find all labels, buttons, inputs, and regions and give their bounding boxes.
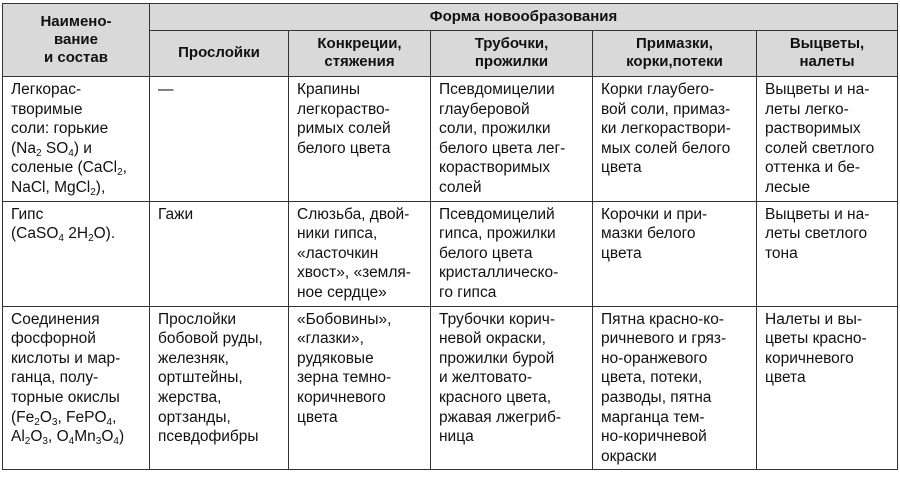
cell-line: но-коричневой [601, 428, 707, 446]
header-name-line: и состав [44, 49, 108, 66]
header-col-line: Конкреции, [317, 35, 402, 52]
header-name-line: вание [54, 31, 98, 48]
cell-line: марганца тем- [601, 408, 705, 426]
cell-line: и желтовато- [439, 369, 533, 387]
cell-line: цвета [765, 369, 806, 387]
header-row-top [3, 4, 898, 31]
cell-line: псевдофибры [158, 428, 259, 446]
cell-tubules [431, 306, 593, 470]
cell-line: корастворимых [439, 159, 551, 177]
cell-concretions [289, 201, 431, 306]
subscript: 4 [68, 436, 75, 448]
cell-line: кислоты и мар- [11, 349, 121, 367]
cell-line: Слюзьба, двой- [297, 205, 410, 223]
cell-line: Легкорас- [11, 81, 82, 98]
header-col-line: Трубочки, [474, 35, 549, 52]
cell-line: коричневого [765, 349, 854, 367]
cell-efflorescence [757, 306, 898, 470]
cell-line: Трубочки корич- [439, 310, 556, 328]
cell-name-composition [3, 77, 150, 202]
header-col-line: корки,потеки [626, 53, 723, 70]
cell-line: но-оранжевого [601, 349, 708, 367]
cell-line: цветы красно- [765, 330, 867, 348]
cell-line: творимые [11, 100, 83, 118]
cell-crusts [593, 306, 757, 470]
cell-line: солей [439, 178, 482, 196]
cell-line: ($Na_2$ $SO_4$) и [11, 139, 92, 159]
header-col-efflorescence [757, 31, 898, 77]
cell-line: кристаллическо- [439, 264, 559, 282]
cell-line: Пятна красно-ко- [601, 310, 724, 328]
cell-efflorescence [757, 201, 898, 306]
cell-line: (CaSO$_4$ $2H_2O$). [11, 225, 116, 245]
cell-line: цвета, потеки, [601, 369, 703, 387]
cell-crusts [593, 77, 757, 202]
header-col-layers [150, 31, 289, 77]
cell-line: ричневого и гряз- [601, 330, 727, 348]
subscript: 4 [113, 436, 119, 448]
cell-line: «ласточкин [297, 244, 379, 262]
cell-line: жерства, [158, 388, 222, 406]
table-row [3, 77, 898, 202]
cell-line: белого цвета лег- [439, 139, 566, 157]
cell-line: «глазки», [297, 330, 364, 348]
cell-line: ки легкораствори- [601, 120, 731, 138]
cell-line: — [158, 81, 174, 98]
subscript: 4 [106, 416, 113, 428]
header-col-line: стяжения [324, 53, 395, 70]
subscript: 4 [68, 147, 74, 159]
cell-line: Псевдомицелий [439, 205, 555, 223]
cell-line: Гажи [158, 205, 194, 223]
cell-layers [150, 306, 289, 470]
cell-line: цвета [297, 408, 338, 426]
header-col-crusts [593, 31, 757, 77]
cell-line: соленые (CaCl$_2$, [11, 159, 127, 179]
header-col-line: Прослойки [178, 44, 260, 61]
cell-line: Соединения [11, 310, 100, 328]
cell-line: мазки белого [601, 225, 696, 243]
header-col-tubules [431, 31, 593, 77]
cell-line: цвета [601, 244, 642, 262]
cell-line: Крапины [297, 81, 361, 98]
header-col-line: налеты [799, 53, 855, 70]
cell-line: ($Fe_2O_3$, FePO$_4$, [11, 408, 117, 428]
cell-line: Псевдомицелии [439, 81, 555, 98]
cell-line: леты легко- [765, 100, 849, 118]
header-group-title: Форма новообразования [150, 4, 898, 31]
table-row [3, 201, 898, 306]
cell-line: Прослойки [158, 310, 237, 328]
cell-line: NaCl, MgCl$_2$), [11, 178, 106, 198]
cell-name-composition [3, 306, 150, 470]
header-col-line: прожилки [474, 53, 549, 70]
table-body [3, 77, 898, 470]
cell-line: ница [439, 428, 474, 446]
cell-name-composition [3, 201, 150, 306]
cell-tubules [431, 77, 593, 202]
cell-line: леты светлого [765, 225, 868, 243]
cell-line: фосфорной [11, 330, 96, 348]
cell-line: Налеты и вы- [765, 310, 863, 328]
cell-line: невой окраски, [439, 330, 546, 348]
cell-line: гипса, прожилки [439, 225, 556, 243]
cell-line: цвета [601, 159, 642, 177]
cell-line: Корочки и при- [601, 205, 708, 223]
subscript: 2 [88, 233, 94, 245]
cell-layers [150, 201, 289, 306]
new-formations-table [2, 3, 898, 470]
cell-line: хвост», «земля- [297, 264, 411, 282]
subscript: 3 [51, 416, 58, 428]
cell-layers [150, 77, 289, 202]
cell-tubules [431, 201, 593, 306]
cell-line: римых солей [297, 120, 391, 138]
subscript: 4 [58, 233, 64, 245]
cell-line: железняк, [158, 349, 229, 367]
subscript: 2 [24, 436, 31, 448]
cell-line: «Бобовины», [297, 310, 392, 328]
cell-line: Выцветы и на- [765, 205, 870, 223]
subscript: 2 [34, 416, 40, 428]
cell-line: мых солей белого [601, 139, 731, 157]
subscript: 3 [95, 436, 102, 448]
cell-line: вой соли, примаз- [601, 100, 731, 118]
cell-line: $Al_2O_3$, $O_4Mn_3O_4$) [11, 428, 125, 448]
cell-concretions [289, 306, 431, 470]
cell-line: зерна темно- [297, 369, 392, 387]
cell-line: ники гипса, [297, 225, 378, 243]
cell-crusts [593, 201, 757, 306]
cell-line: разводы, пятна [601, 388, 712, 406]
cell-line: тона [765, 244, 798, 262]
cell-line: белого цвета [439, 244, 533, 262]
subscript: 2 [90, 186, 96, 198]
header-col-concretions [289, 31, 431, 77]
cell-line: рудяковые [297, 349, 374, 367]
cell-line: легкораство- [297, 100, 390, 118]
cell-line: соли: горькие [11, 120, 109, 138]
table-row [3, 306, 898, 470]
cell-line: глауберовой [439, 100, 530, 118]
cell-line: растворимых [765, 120, 861, 138]
header-col-line: Примазки, [636, 35, 713, 52]
cell-line: ортштейны, [158, 369, 243, 387]
header-name-col [3, 4, 150, 77]
cell-line: соли, прожилки [439, 120, 551, 138]
cell-line: коричневого [297, 388, 386, 406]
cell-concretions [289, 77, 431, 202]
cell-line: ганца, полу- [11, 369, 99, 387]
subscript: 2 [35, 147, 42, 159]
subscript: 3 [42, 436, 48, 448]
cell-line: Выцветы и на- [765, 81, 870, 98]
cell-line: красного цвета, [439, 388, 552, 406]
cell-line: торные окислы [11, 388, 120, 406]
cell-line: го гипса [439, 283, 497, 301]
cell-line: ное сердце» [297, 283, 387, 301]
cell-line: Корки глаубero- [601, 81, 715, 98]
cell-line: солей светлого [765, 139, 875, 157]
cell-line: лесые [765, 178, 811, 196]
cell-efflorescence [757, 77, 898, 202]
header-name-line: Наимено- [40, 13, 112, 30]
cell-line: прожилки бурой [439, 349, 555, 367]
header-col-line: Выцветы, [789, 35, 865, 52]
cell-line: белого цвета [297, 139, 391, 157]
subscript: 2 [117, 167, 123, 179]
cell-line: оттенка и бе- [765, 159, 860, 177]
cell-line: ортзанды, [158, 408, 231, 426]
cell-line: ржавая лжегриб- [439, 408, 561, 426]
cell-line: Гипс [11, 205, 44, 223]
cell-line: окраски [601, 447, 657, 465]
cell-line: бобовой руды, [158, 330, 263, 348]
